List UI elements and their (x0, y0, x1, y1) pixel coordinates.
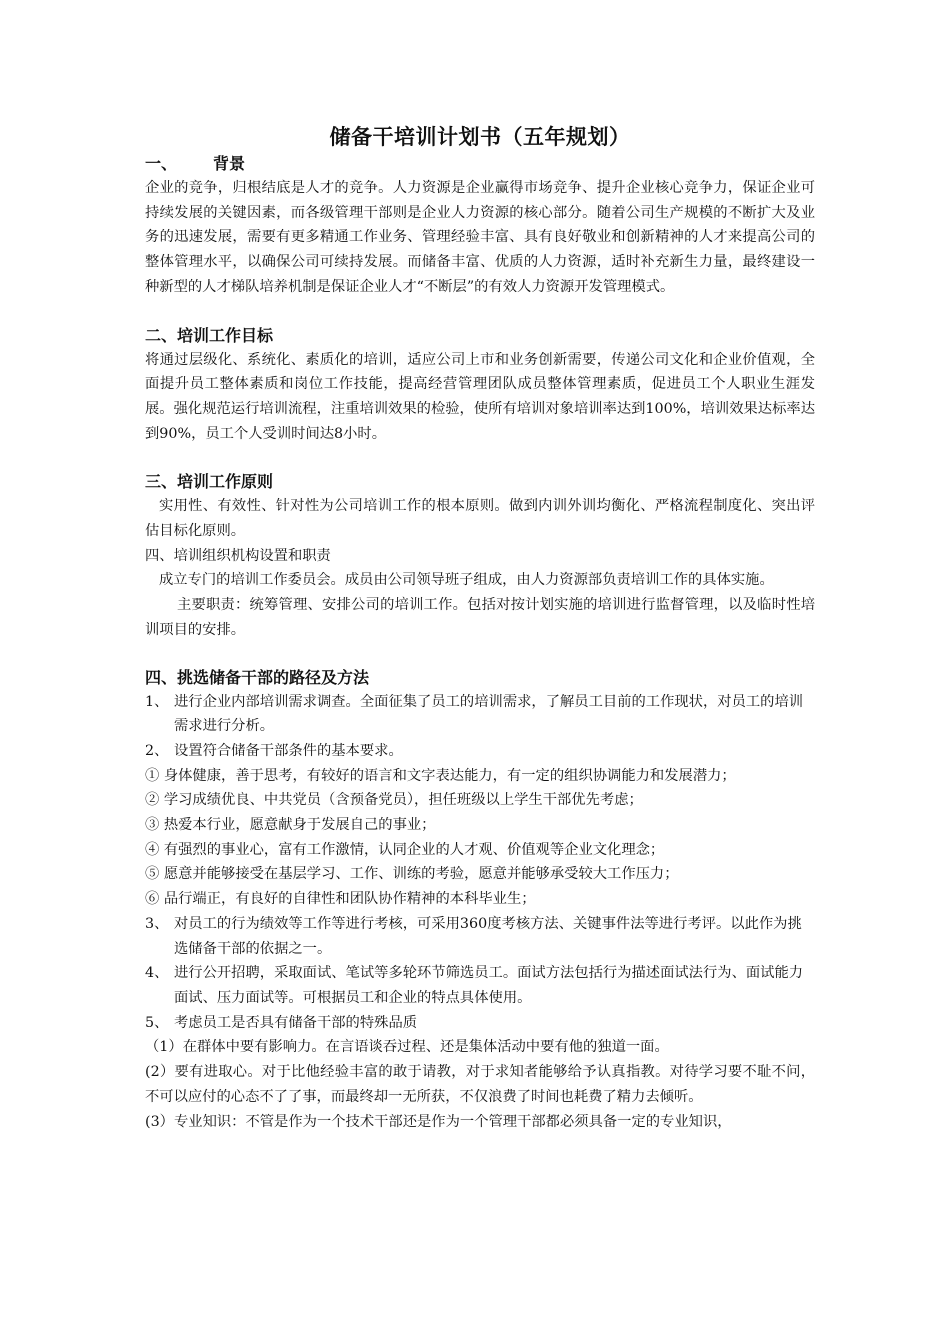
requirement-item: ⑥ 品行端正，有良好的自律性和团队协作精神的本科毕业生； (145, 891, 536, 908)
list-item-text: 考虑员工是否具有储备干部的特殊品质 (174, 1014, 418, 1031)
list-item-text: 对员工的行为绩效等工作等进行考核，可采用360度考核方法、关键事件法等进行考评。以此作为挑选储备干部的依据之一。 (174, 915, 802, 957)
list-marker: 1、 (145, 693, 169, 710)
duties-paragraph: 主要职责：统筹管理、安排公司的培训工作。包括对按计划实施的培训进行监督管理，以及临时性培训项目的安排。 (145, 597, 815, 638)
list-item (145, 961, 815, 1010)
list-marker: 4、 (145, 965, 169, 982)
document-content (145, 122, 815, 1134)
training-goals-paragraph: 将通过层级化、系统化、素质化的培训，适应公司上市和业务创新需要，传递公司文化和企业价值观，全面提升员工整体素质和岗位工作技能，提高经营管理团队成员整体管理素质，促进员工个人职业生涯发展。强化规范运行培训流程，注重培训效果的检验，使所有培训对象培训率达到100%，培训效果达标率达到90%，员工个人受训时间达8小时。 (145, 351, 815, 442)
background-paragraph: 企业的竞争，归根结底是人才的竞争。人力资源是企业赢得市场竞争、提升企业核心竞争力，保证企业可持续发展的关键因素，而各级管理干部则是企业人力资源的核心部分。随着公司生产规模的不断扩大及业务的迅速发展，需要有更多精通工作业务、管理经验丰富、具有良好敬业和创新精神的人才来提高公司的整体管理水平，以确保公司可续持发展。而储备丰富、优质的人力资源，适时补充新生力量，最终建设一种新型的人才梯队培养机制是保证企业人才“不断层”的有效人力资源开发管理模式。 (145, 180, 815, 295)
quality-item: (2）要有进取心。对于比他经验丰富的敢于请教，对于求知者能够给予认真指教。对待学习要不耻不问，不可以应付的心态不了了事，而最终却一无所获，不仅浪费了时间也耗费了精力去倾听。 (145, 1064, 815, 1105)
section-heading-selection-methods: 四、挑选储备干部的路径及方法 (145, 667, 370, 687)
section-heading-training-principles: 三、培训工作原则 (145, 472, 274, 492)
quality-item: (3）专业知识：不管是作为一个技术干部还是作为一个管理干部都必须具备一定的专业知识， (145, 1113, 732, 1130)
list-item (145, 690, 815, 739)
training-principles-paragraph: 实用性、有效性、针对性为公司培训工作的根本原则。做到内训外训均衡化、严格流程制度化、突出评估目标化原则。 (145, 498, 815, 540)
section-title: 背景 (213, 154, 246, 173)
requirement-item: ① 身体健康，善于思考，有较好的语言和文字表达能力，有一定的组织协调能力和发展潜力； (145, 767, 736, 784)
list-item (145, 912, 815, 961)
section-heading-training-goals: 二、培训工作目标 (145, 325, 274, 345)
list-item-text: 设置符合储备干部条件的基本要求。 (174, 742, 403, 759)
list-item-text: 进行企业内部培训需求调查。全面征集了员工的培训需求，了解员工目前的工作现状，对员工的培训需求进行分析。 (174, 693, 804, 735)
list-marker: 5、 (145, 1014, 169, 1031)
section-number: 一、 (145, 154, 178, 173)
requirement-item: ③ 热爱本行业，愿意献身于发展自己的事业； (145, 817, 436, 834)
organization-subheading: 四、培训组织机构设置和职责 (145, 547, 331, 564)
requirement-item: ⑤ 愿意并能够接受在基层学习、工作、训练的考验，愿意并能够承受较大工作压力； (145, 866, 679, 883)
list-item-text: 进行公开招聘，采取面试、笔试等多轮环节筛选员工。面试方法包括行为描述面试法行为、面试能力面试、压力面试等。可根据员工和企业的特点具体使用。 (174, 965, 804, 1006)
list-item (145, 739, 815, 764)
section-heading-background (145, 152, 815, 176)
list-marker: 2、 (145, 742, 169, 759)
document-title: 储备干培训计划书（五年规划） (329, 125, 631, 149)
list-item (145, 1011, 815, 1036)
quality-item: （1）在群体中要有影响力。在言语谈吞过程、还是集体活动中要有他的独道一面。 (145, 1039, 669, 1056)
requirement-item: ② 学习成绩优良、中共党员（含预备党员），担任班级以上学生干部优先考虑； (145, 792, 643, 809)
requirement-item: ④ 有强烈的事业心，富有工作激情，认同企业的人才观、价值观等企业文化理念； (145, 841, 665, 858)
list-marker: 3、 (145, 915, 169, 932)
organization-paragraph: 成立专门的培训工作委员会。成员由公司领导班子组成，由人力资源部负责培训工作的具体实施。 (159, 572, 774, 589)
